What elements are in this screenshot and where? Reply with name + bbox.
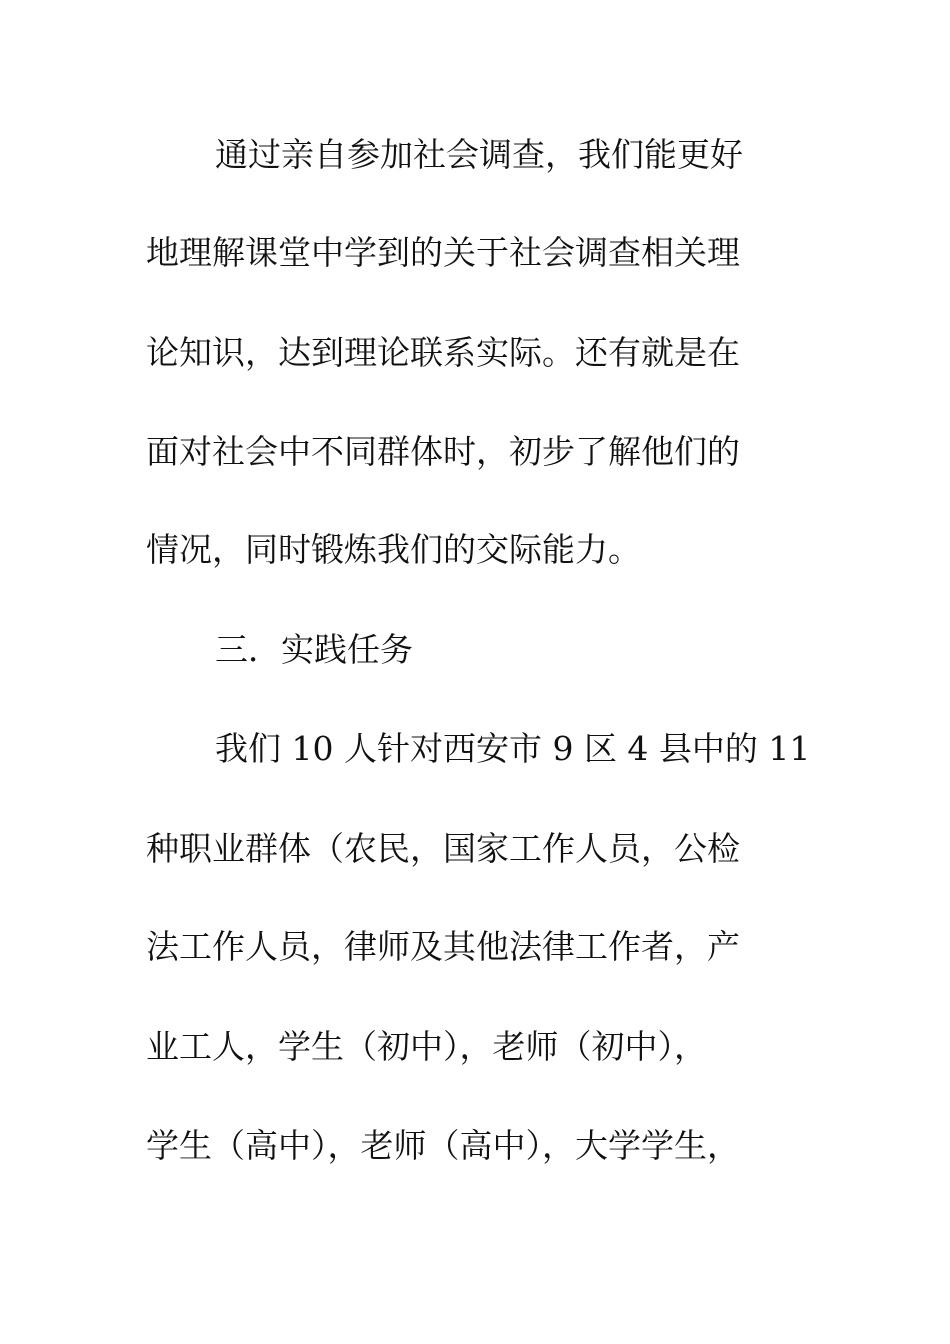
paragraph-line: 种职业群体（农民，国家工作人员，公检 [146, 829, 740, 868]
paragraph-line: 情况，同时锻炼我们的交际能力。 [146, 530, 641, 569]
paragraph-line: 我们 10 人针对西安市 9 区 4 县中的 11 [215, 729, 811, 768]
paragraph-line: 面对社会中不同群体时，初步了解他们的 [146, 432, 740, 471]
section-heading: 三．实践任务 [215, 630, 413, 669]
paragraph-line: 业工人，学生（初中），老师（初中）， [146, 1027, 707, 1066]
paragraph-line: 学生（高中），老师（高中），大学学生， [146, 1126, 740, 1165]
paragraph-line: 法工作人员，律师及其他法律工作者，产 [146, 927, 740, 966]
paragraph-line: 论知识，达到理论联系实际。还有就是在 [146, 333, 740, 372]
paragraph-line: 地理解课堂中学到的关于社会调查相关理 [146, 233, 740, 272]
paragraph-line: 通过亲自参加社会调查，我们能更好 [215, 135, 743, 174]
